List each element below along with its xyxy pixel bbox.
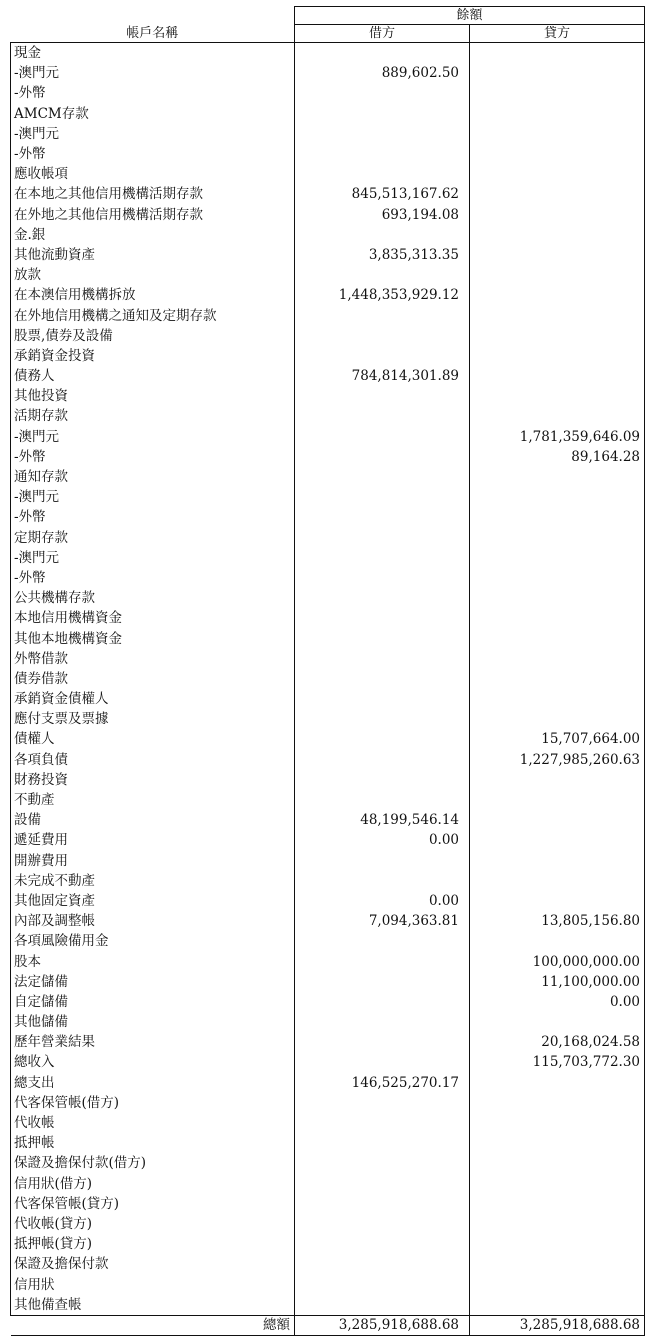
table-row [11,104,645,124]
debit-cell: 3,835,313.35 [295,245,470,265]
account-name-cell: 債券借款 [11,669,295,689]
account-name-cell: 外幣借款 [11,649,295,669]
credit-cell [470,63,645,83]
debit-cell [295,144,470,164]
account-name-cell: 應收帳項 [11,164,295,184]
table-row [11,1032,645,1052]
credit-cell: 1,227,985,260.63 [470,750,645,770]
account-name-cell: 債務人 [11,366,295,386]
credit-cell: 1,781,359,646.09 [470,427,645,447]
credit-cell [470,1295,645,1316]
credit-cell [470,851,645,871]
credit-cell [470,790,645,810]
table-row [11,507,645,527]
debit-cell [295,528,470,548]
table-row [11,83,645,103]
credit-cell [470,528,645,548]
total-label: 總額 [11,1315,295,1335]
account-name-cell: 通知存款 [11,467,295,487]
credit-cell [470,164,645,184]
table-row [11,649,645,669]
debit-cell [295,1254,470,1274]
debit-cell: 7,094,363.81 [295,911,470,931]
table-row [11,346,645,366]
credit-cell [470,628,645,648]
credit-cell [470,144,645,164]
balance-header: 餘額 [295,7,645,25]
table-row [11,1012,645,1032]
table-row [11,568,645,588]
account-name-cell: -外幣 [11,507,295,527]
credit-cell [470,43,645,64]
table-row [11,1113,645,1133]
table-row [11,124,645,144]
debit-cell: 0.00 [295,891,470,911]
debit-cell [295,972,470,992]
table-row [11,972,645,992]
account-name-cell: -外幣 [11,568,295,588]
table-row [11,144,645,164]
table-row [11,487,645,507]
table-row [11,1174,645,1194]
account-name-cell: 現金 [11,43,295,64]
credit-cell [470,830,645,850]
account-name-cell: 本地信用機構資金 [11,608,295,628]
debit-cell [295,1234,470,1254]
credit-cell [470,507,645,527]
account-name-cell: 股本 [11,951,295,971]
debit-cell [295,447,470,467]
total-debit: 3,285,918,688.68 [295,1315,470,1335]
account-name-cell: -澳門元 [11,427,295,447]
table-row [11,871,645,891]
table-row [11,992,645,1012]
account-name-cell: 各項風險備用金 [11,931,295,951]
credit-cell: 15,707,664.00 [470,729,645,749]
credit-cell [470,1274,645,1294]
account-name-cell: 其他流動資產 [11,245,295,265]
credit-cell: 20,168,024.58 [470,1032,645,1052]
credit-cell [470,1133,645,1153]
debit-cell: 0.00 [295,830,470,850]
account-name-cell: 放款 [11,265,295,285]
table-row [11,427,645,447]
credit-cell [470,346,645,366]
credit-cell [470,124,645,144]
debit-cell [295,124,470,144]
credit-cell [470,386,645,406]
debit-cell [295,1133,470,1153]
table-row [11,931,645,951]
account-name-cell: 債權人 [11,729,295,749]
table-row [11,205,645,225]
debit-cell [295,104,470,124]
debit-cell [295,1295,470,1316]
table-row [11,366,645,386]
credit-cell [470,406,645,426]
credit-cell [470,649,645,669]
debit-cell [295,164,470,184]
debit-cell [295,628,470,648]
account-name-cell: 開辦費用 [11,851,295,871]
credit-cell [470,608,645,628]
table-row [11,285,645,305]
account-name-cell: 在本地之其他信用機構活期存款 [11,184,295,204]
account-name-cell: 在外地之其他信用機構活期存款 [11,205,295,225]
credit-cell [470,245,645,265]
account-name-cell: 其他儲備 [11,1012,295,1032]
debit-cell [295,507,470,527]
debit-cell [295,851,470,871]
debit-cell [295,608,470,628]
account-name-cell: 公共機構存款 [11,588,295,608]
credit-cell [470,83,645,103]
trial-balance-sheet [10,6,644,1336]
account-name-cell: 其他固定資產 [11,891,295,911]
table-row [11,891,645,911]
account-name-cell: 信用狀(借方) [11,1174,295,1194]
credit-cell [470,1153,645,1173]
account-name-cell: -澳門元 [11,487,295,507]
credit-cell: 89,164.28 [470,447,645,467]
debit-cell [295,669,470,689]
table-row [11,184,645,204]
debit-header: 借方 [295,25,470,43]
debit-cell [295,1214,470,1234]
account-name-cell: -澳門元 [11,124,295,144]
table-row [11,1274,645,1294]
credit-cell: 13,805,156.80 [470,911,645,931]
table-row [11,951,645,971]
debit-cell [295,1153,470,1173]
account-name-cell: 設備 [11,810,295,830]
table-row [11,669,645,689]
account-name-cell: 抵押帳 [11,1133,295,1153]
debit-cell [295,305,470,325]
account-name-cell: 保證及擔保付款(借方) [11,1153,295,1173]
table-row [11,689,645,709]
credit-cell [470,104,645,124]
account-name-cell: 保證及擔保付款 [11,1254,295,1274]
debit-cell [295,951,470,971]
credit-cell [470,669,645,689]
credit-cell [470,548,645,568]
account-name-cell: 遞延費用 [11,830,295,850]
credit-cell [470,1254,645,1274]
debit-cell [295,346,470,366]
debit-cell: 146,525,270.17 [295,1073,470,1093]
account-name-cell: 應付支票及票據 [11,709,295,729]
debit-cell: 845,513,167.62 [295,184,470,204]
account-name-cell: 代客保管帳(借方) [11,1093,295,1113]
debit-cell [295,931,470,951]
account-name-cell: 自定儲備 [11,992,295,1012]
debit-cell [295,487,470,507]
debit-cell [295,467,470,487]
table-row [11,1254,645,1274]
credit-cell [470,689,645,709]
account-name-cell: -澳門元 [11,63,295,83]
account-name-cell: 抵押帳(貸方) [11,1234,295,1254]
debit-cell [295,871,470,891]
account-name-cell: 股票,債券及設備 [11,326,295,346]
account-name-cell: -澳門元 [11,548,295,568]
table-row [11,305,645,325]
credit-cell [470,366,645,386]
table-row [11,729,645,749]
debit-cell [295,406,470,426]
credit-cell [470,588,645,608]
credit-cell [470,1214,645,1234]
account-name-cell: 代客保管帳(貸方) [11,1194,295,1214]
credit-cell: 0.00 [470,992,645,1012]
debit-cell [295,427,470,447]
account-name-cell: 內部及調整帳 [11,911,295,931]
table-row [11,1073,645,1093]
table-row [11,548,645,568]
debit-cell [295,1113,470,1133]
account-name-cell: 信用狀 [11,1274,295,1294]
table-row [11,43,645,64]
table-row [11,528,645,548]
debit-cell: 784,814,301.89 [295,366,470,386]
table-row [11,225,645,245]
credit-cell [470,467,645,487]
credit-cell [470,709,645,729]
debit-cell [295,1093,470,1113]
credit-cell [470,891,645,911]
table-row [11,245,645,265]
credit-cell [470,1194,645,1214]
account-name-cell: 總支出 [11,1073,295,1093]
table-row [11,608,645,628]
table-row [11,1093,645,1113]
debit-cell: 889,602.50 [295,63,470,83]
credit-cell: 100,000,000.00 [470,951,645,971]
credit-cell [470,265,645,285]
debit-cell [295,729,470,749]
debit-cell [295,1274,470,1294]
credit-cell [470,305,645,325]
debit-cell: 48,199,546.14 [295,810,470,830]
account-name-cell: 金.銀 [11,225,295,245]
debit-cell: 1,448,353,929.12 [295,285,470,305]
credit-cell [470,1012,645,1032]
debit-cell [295,689,470,709]
table-row [11,628,645,648]
credit-cell [470,1234,645,1254]
table-row [11,164,645,184]
debit-cell [295,386,470,406]
debit-cell [295,992,470,1012]
account-name-cell: -外幣 [11,447,295,467]
account-name-cell: 其他投資 [11,386,295,406]
account-name-cell: 總收入 [11,1052,295,1072]
table-row [11,1153,645,1173]
table-row [11,1295,645,1316]
total-credit: 3,285,918,688.68 [470,1315,645,1335]
account-name-cell: 各項負債 [11,750,295,770]
debit-cell [295,83,470,103]
account-name-cell: 代收帳 [11,1113,295,1133]
debit-cell [295,1174,470,1194]
credit-cell [470,1073,645,1093]
account-name-cell: 法定儲備 [11,972,295,992]
debit-cell: 693,194.08 [295,205,470,225]
account-name-cell: 定期存款 [11,528,295,548]
credit-cell: 115,703,772.30 [470,1052,645,1072]
table-row [11,1234,645,1254]
table-row [11,588,645,608]
debit-cell [295,568,470,588]
table-row [11,1133,645,1153]
account-name-cell: 其他備查帳 [11,1295,295,1316]
credit-cell [470,285,645,305]
account-name-cell: 財務投資 [11,770,295,790]
credit-cell [470,770,645,790]
table-row [11,467,645,487]
table-row [11,750,645,770]
table-row [11,911,645,931]
debit-cell [295,750,470,770]
debit-cell [295,588,470,608]
credit-cell [470,184,645,204]
account-name-header: 帳戶名稱 [11,7,295,43]
account-name-cell: 未完成不動產 [11,871,295,891]
account-name-cell: 在外地信用機構之通知及定期存款 [11,305,295,325]
debit-cell [295,1052,470,1072]
debit-cell [295,1012,470,1032]
table-row [11,386,645,406]
account-name-cell: 活期存款 [11,406,295,426]
table-row [11,326,645,346]
account-name-cell: 不動產 [11,790,295,810]
credit-cell [470,205,645,225]
debit-cell [295,225,470,245]
credit-cell: 11,100,000.00 [470,972,645,992]
table-row [11,1052,645,1072]
debit-cell [295,649,470,669]
credit-cell [470,1113,645,1133]
credit-cell [470,931,645,951]
debit-cell [295,1194,470,1214]
table-row [11,265,645,285]
credit-cell [470,225,645,245]
table-row [11,1194,645,1214]
table-row [11,790,645,810]
table-row [11,709,645,729]
account-name-cell: 在本澳信用機構拆放 [11,285,295,305]
table-row [11,1214,645,1234]
table-row [11,851,645,871]
debit-cell [295,1032,470,1052]
credit-cell [470,1093,645,1113]
table-row [11,770,645,790]
credit-cell [470,1174,645,1194]
header-row-top [11,7,645,25]
total-row [11,1315,645,1335]
debit-cell [295,770,470,790]
debit-cell [295,709,470,729]
account-name-cell: 代收帳(貸方) [11,1214,295,1234]
account-name-cell: AMCM存款 [11,104,295,124]
debit-cell [295,548,470,568]
account-rows [11,43,645,1316]
credit-cell [470,568,645,588]
account-name-cell: 其他本地機構資金 [11,628,295,648]
credit-cell [470,487,645,507]
account-name-cell: -外幣 [11,83,295,103]
debit-cell [295,790,470,810]
debit-cell [295,265,470,285]
credit-cell [470,871,645,891]
account-name-cell: 承銷資金投資 [11,346,295,366]
credit-header: 貸方 [470,25,645,43]
debit-cell [295,43,470,64]
table-row [11,810,645,830]
table-row [11,406,645,426]
table-row [11,63,645,83]
trial-balance-table [10,6,645,1336]
credit-cell [470,810,645,830]
account-name-cell: 承銷資金債權人 [11,689,295,709]
table-row [11,830,645,850]
credit-cell [470,326,645,346]
account-name-cell: -外幣 [11,144,295,164]
table-row [11,447,645,467]
debit-cell [295,326,470,346]
account-name-cell: 歷年營業結果 [11,1032,295,1052]
